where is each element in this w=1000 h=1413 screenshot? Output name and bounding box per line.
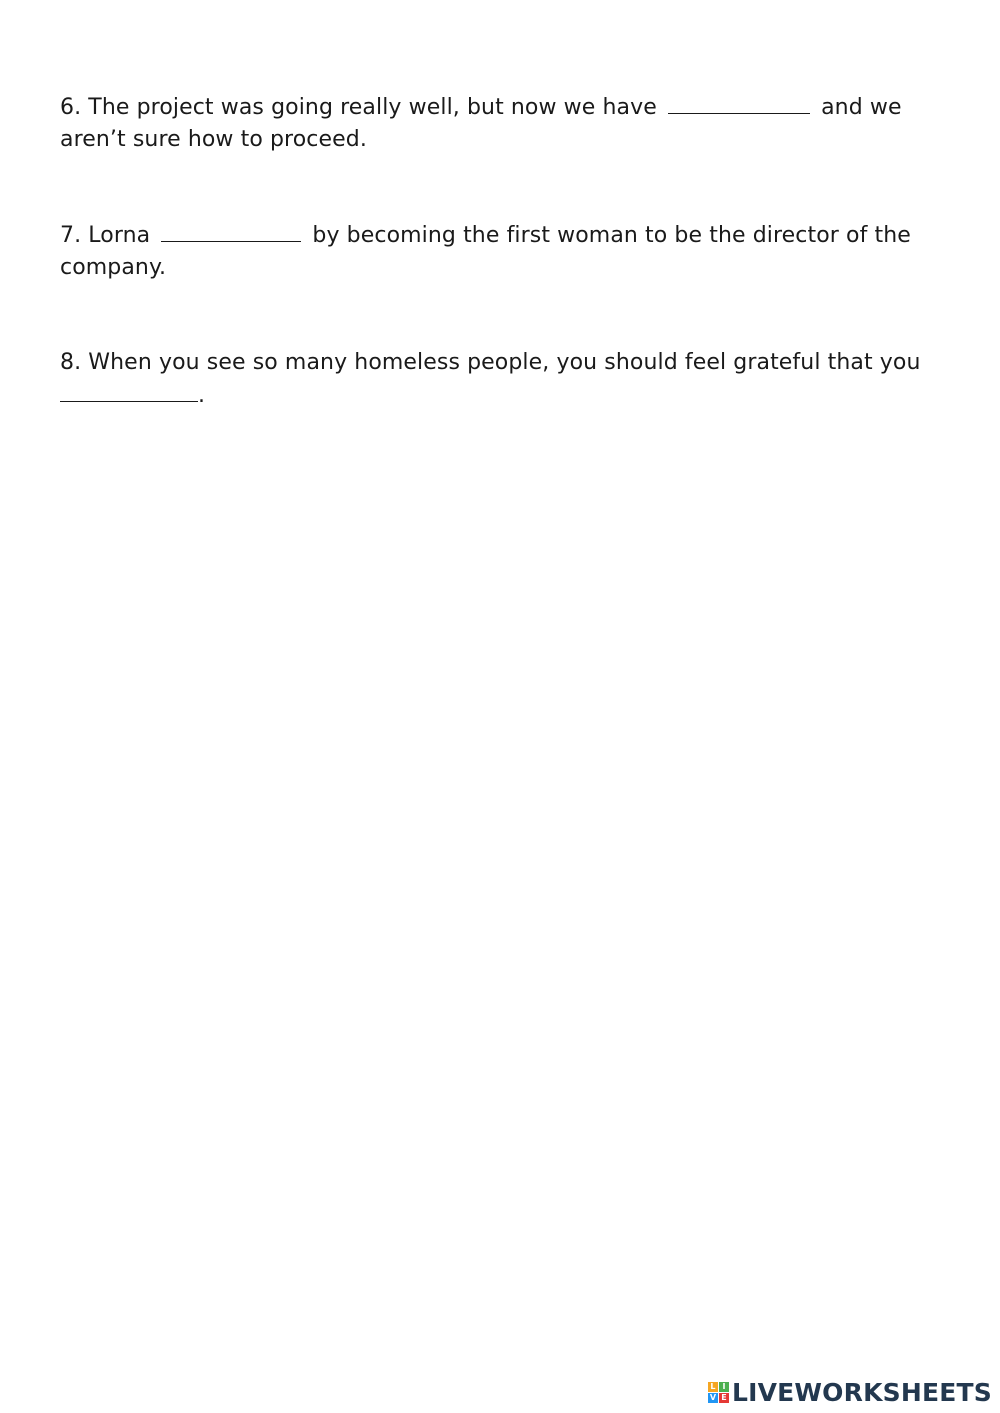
answer-blank-7[interactable] — [161, 219, 301, 242]
mark-letter-e: E — [719, 1393, 729, 1403]
answer-blank-8[interactable] — [60, 379, 198, 402]
answer-blank-6[interactable] — [668, 91, 810, 114]
question-7 — [60, 219, 940, 284]
question-7-text-after: by becoming the first woman to be the director of the company. — [60, 223, 911, 280]
question-8 — [60, 347, 940, 412]
logo-text: LIVEWORKSHEETS — [731, 1377, 992, 1407]
question-8-text-after: . — [198, 383, 206, 408]
liveworksheets-mark-icon — [708, 1382, 729, 1403]
question-6 — [60, 91, 940, 156]
liveworksheets-logo — [708, 1377, 992, 1407]
question-8-text-before: 8. When you see so many homeless people, you should feel grateful that you — [60, 350, 921, 375]
question-7-text-before: 7. Lorna — [60, 223, 158, 248]
mark-letter-i: I — [719, 1382, 729, 1392]
mark-letter-l: L — [708, 1382, 718, 1392]
question-6-text-before: 6. The project was going really well, but now we have — [60, 95, 664, 120]
mark-letter-v: V — [709, 1392, 717, 1402]
question-6-text-after: and we aren’t sure how to proceed. — [60, 95, 902, 152]
